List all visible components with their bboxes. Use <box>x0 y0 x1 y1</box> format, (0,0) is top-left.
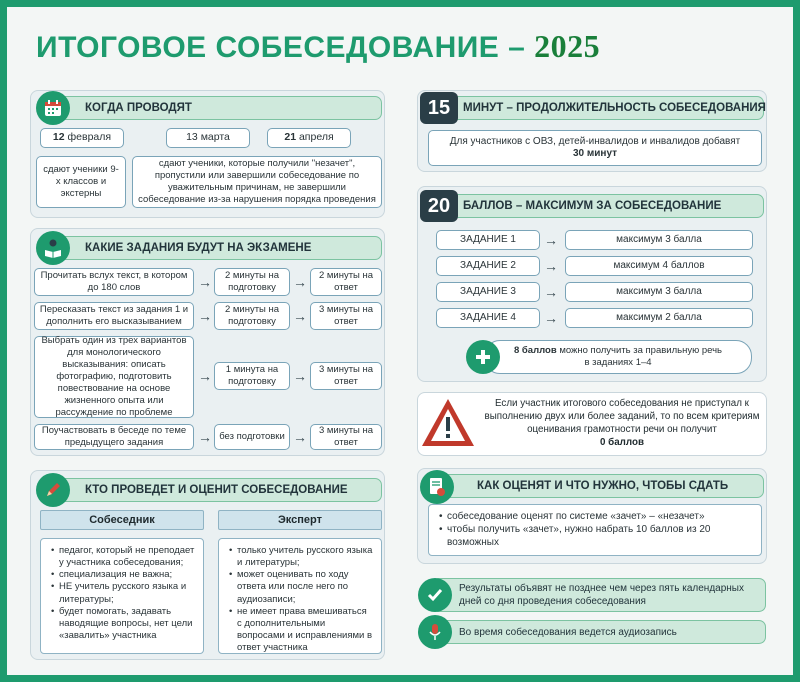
points-max-2 <box>565 256 753 276</box>
task-4-prep <box>214 424 290 450</box>
when-first-note <box>36 156 126 208</box>
duration-extra: 30 минут <box>572 148 618 159</box>
date-3-day: 21 <box>284 131 297 144</box>
date-1-day: 12 <box>52 131 65 144</box>
who-header <box>48 478 382 502</box>
task-3-prep <box>214 362 290 390</box>
document-check-icon <box>420 470 454 504</box>
microphone-icon <box>418 615 452 649</box>
bonus-bold: 8 баллов <box>514 345 557 357</box>
when-second-note <box>132 156 382 208</box>
points-number-value: 20 <box>427 194 451 217</box>
list-item: • чтобы получить «зачет», нужно набрать 10 баллов из 20 возможных <box>439 524 753 550</box>
checkmark-icon <box>418 578 452 612</box>
task-2-text <box>34 302 194 330</box>
task-3-label: Выбрать один из трех вариантов для монологического высказывания: описать фотографию, подготовить повествование на основе жизненного опыта или рассуждение по проблеме <box>41 335 187 418</box>
arrow-right-icon: → <box>544 310 558 326</box>
date-2-month: марта <box>200 131 230 144</box>
results-text: Результаты объявят не позднее чем через пять календарных дней со дня проведения собеседования <box>459 583 744 607</box>
warning-text-block <box>482 398 762 450</box>
title-main: ИТОГОВОЕ СОБЕСЕДОВАНИЕ – <box>36 31 526 64</box>
who-heading: КТО ПРОВЕДЕТ И ОЦЕНИТ СОБЕСЕДОВАНИЕ <box>85 484 348 496</box>
task-1-answer <box>310 268 382 296</box>
expert-list <box>218 538 382 654</box>
duration-note-text: Для участников с ОВЗ, детей-инвалидов и инвалидов добавят <box>449 135 741 147</box>
interlocutor-title: Собеседник <box>89 514 155 526</box>
list-item: • не имеет права вмешиваться с дополнительными вопросами и исправлениями в ответ участника <box>229 606 373 655</box>
date-3-month: апреля <box>298 131 334 144</box>
points-task-3-label: ЗАДАНИЕ 3 <box>460 285 516 297</box>
arrow-right-icon: → <box>293 368 307 384</box>
duration-number-value: 15 <box>427 96 451 119</box>
task-2-prep <box>214 302 290 330</box>
task-4-text <box>34 424 194 450</box>
task-1-answer-label: 2 минуты на ответ <box>318 270 374 293</box>
grading-heading: КАК ОЦЕНЯТ И ЧТО НУЖНО, ЧТОБЫ СДАТЬ <box>477 480 729 492</box>
task-3-prep-label: 1 минута на подготовку <box>225 364 279 387</box>
warning-result: 0 баллов <box>600 436 644 448</box>
arrow-right-icon: → <box>293 429 307 445</box>
task-2-answer <box>310 302 382 330</box>
when-second-note-text: сдают ученики, которые получили "незачет", пропустили или завершили собеседование по уважительным причинам, не завершили собеседование из-за нарушения порядка проведения <box>138 158 376 205</box>
date-2 <box>166 128 250 148</box>
plus-icon <box>466 340 500 374</box>
points-number <box>420 190 458 222</box>
task-2-label: Пересказать текст из задания 1 и дополнить его высказыванием <box>39 304 189 327</box>
points-task-2 <box>436 256 540 276</box>
tasks-header <box>48 236 382 260</box>
title-year: 2025 <box>534 28 601 64</box>
arrow-right-icon: → <box>198 308 212 324</box>
pencil-icon <box>36 473 70 507</box>
points-max-4-label: максимум 2 балла <box>616 311 702 323</box>
results-bar <box>432 578 766 612</box>
points-task-2-label: ЗАДАНИЕ 2 <box>460 259 516 271</box>
date-3 <box>267 128 351 148</box>
list-item: • может оценивать по ходу ответа или после него по аудиозаписи; <box>229 569 373 605</box>
tasks-heading: КАКИЕ ЗАДАНИЯ БУДУТ НА ЭКЗАМЕНЕ <box>85 242 312 254</box>
calendar-icon <box>36 91 70 125</box>
task-4-answer <box>310 424 382 450</box>
interlocutor-list <box>40 538 204 654</box>
date-1-month: февраля <box>67 131 112 144</box>
task-1-prep-label: 2 минуты на подготовку <box>224 270 280 293</box>
task-3-text <box>34 336 194 418</box>
arrow-right-icon: → <box>198 368 212 384</box>
arrow-right-icon: → <box>293 308 307 324</box>
duration-heading: МИНУТ – ПРОДОЛЖИТЕЛЬНОСТЬ СОБЕСЕДОВАНИЯ <box>463 102 766 114</box>
audio-text: Во время собеседования ведется аудиозапись <box>459 626 677 638</box>
points-max-2-label: максимум 4 баллов <box>613 259 705 271</box>
task-2-answer-label: 3 минуты на ответ <box>318 304 374 327</box>
when-header <box>48 96 382 120</box>
task-1-prep <box>214 268 290 296</box>
when-first-note-text: сдают ученики 9-х классов и экстерны <box>43 164 119 199</box>
warning-icon <box>420 396 476 455</box>
points-task-4 <box>436 308 540 328</box>
points-task-4-label: ЗАДАНИЕ 4 <box>460 311 516 323</box>
points-header <box>440 194 764 218</box>
date-1 <box>40 128 124 148</box>
task-1-text <box>34 268 194 296</box>
bonus-note <box>484 340 752 374</box>
task-3-answer <box>310 362 382 390</box>
interlocutor-header <box>40 510 204 530</box>
expert-title: Эксперт <box>277 514 323 526</box>
audio-bar <box>432 620 766 644</box>
task-4-label: Поучаствовать в беседе по теме предыдущего задания <box>41 425 187 448</box>
points-task-1 <box>436 230 540 250</box>
list-item: • собеседование оценят по системе «зачет» – «незачет» <box>439 511 753 524</box>
points-max-1-label: максимум 3 балла <box>616 233 702 245</box>
list-item: • только учитель русского языка и литературы; <box>229 545 373 569</box>
list-item: • специализация не важна; <box>51 569 195 581</box>
arrow-right-icon: → <box>198 429 212 445</box>
duration-note <box>428 130 762 166</box>
task-2-prep-label: 2 минуты на подготовку <box>224 304 280 327</box>
date-2-day: 13 <box>186 131 198 144</box>
grading-header <box>440 474 764 498</box>
arrow-right-icon: → <box>544 258 558 274</box>
page-title <box>36 28 600 65</box>
task-4-answer-label: 3 минуты на ответ <box>318 425 374 448</box>
points-task-1-label: ЗАДАНИЕ 1 <box>460 233 516 245</box>
points-max-4 <box>565 308 753 328</box>
task-3-answer-label: 3 минуты на ответ <box>318 364 374 387</box>
arrow-right-icon: → <box>544 232 558 248</box>
duration-number <box>420 92 458 124</box>
points-heading: БАЛЛОВ – МАКСИМУМ ЗА СОБЕСЕДОВАНИЕ <box>463 200 722 212</box>
grading-list <box>428 504 762 556</box>
task-4-prep-label: без подготовки <box>219 431 285 443</box>
list-item: • педагог, который не преподает у участника собеседования; <box>51 545 195 569</box>
points-task-3 <box>436 282 540 302</box>
task-1-label: Прочитать вслух текст, в котором до 180 слов <box>40 270 188 293</box>
points-max-3-label: максимум 3 балла <box>616 285 702 297</box>
arrow-right-icon: → <box>293 274 307 290</box>
list-item: • НЕ учитель русского языка и литературы; <box>51 581 195 605</box>
bonus-text-2: в заданиях 1–4 <box>584 357 652 368</box>
arrow-right-icon: → <box>544 284 558 300</box>
points-max-1 <box>565 230 753 250</box>
book-reader-icon <box>36 231 70 265</box>
expert-header <box>218 510 382 530</box>
list-item: • будет помогать, задавать наводящие вопросы, нет цели «завалить» участника <box>51 606 195 642</box>
bonus-text: можно получить за правильную речь <box>559 345 722 357</box>
when-heading: КОГДА ПРОВОДЯТ <box>85 102 192 114</box>
arrow-right-icon: → <box>198 274 212 290</box>
points-max-3 <box>565 282 753 302</box>
duration-header <box>440 96 764 120</box>
warning-text: Если участник итогового собеседования не приступал к выполнению двух или более заданий, то по всем критериям оценивания грамотности речи он получит <box>484 398 760 435</box>
